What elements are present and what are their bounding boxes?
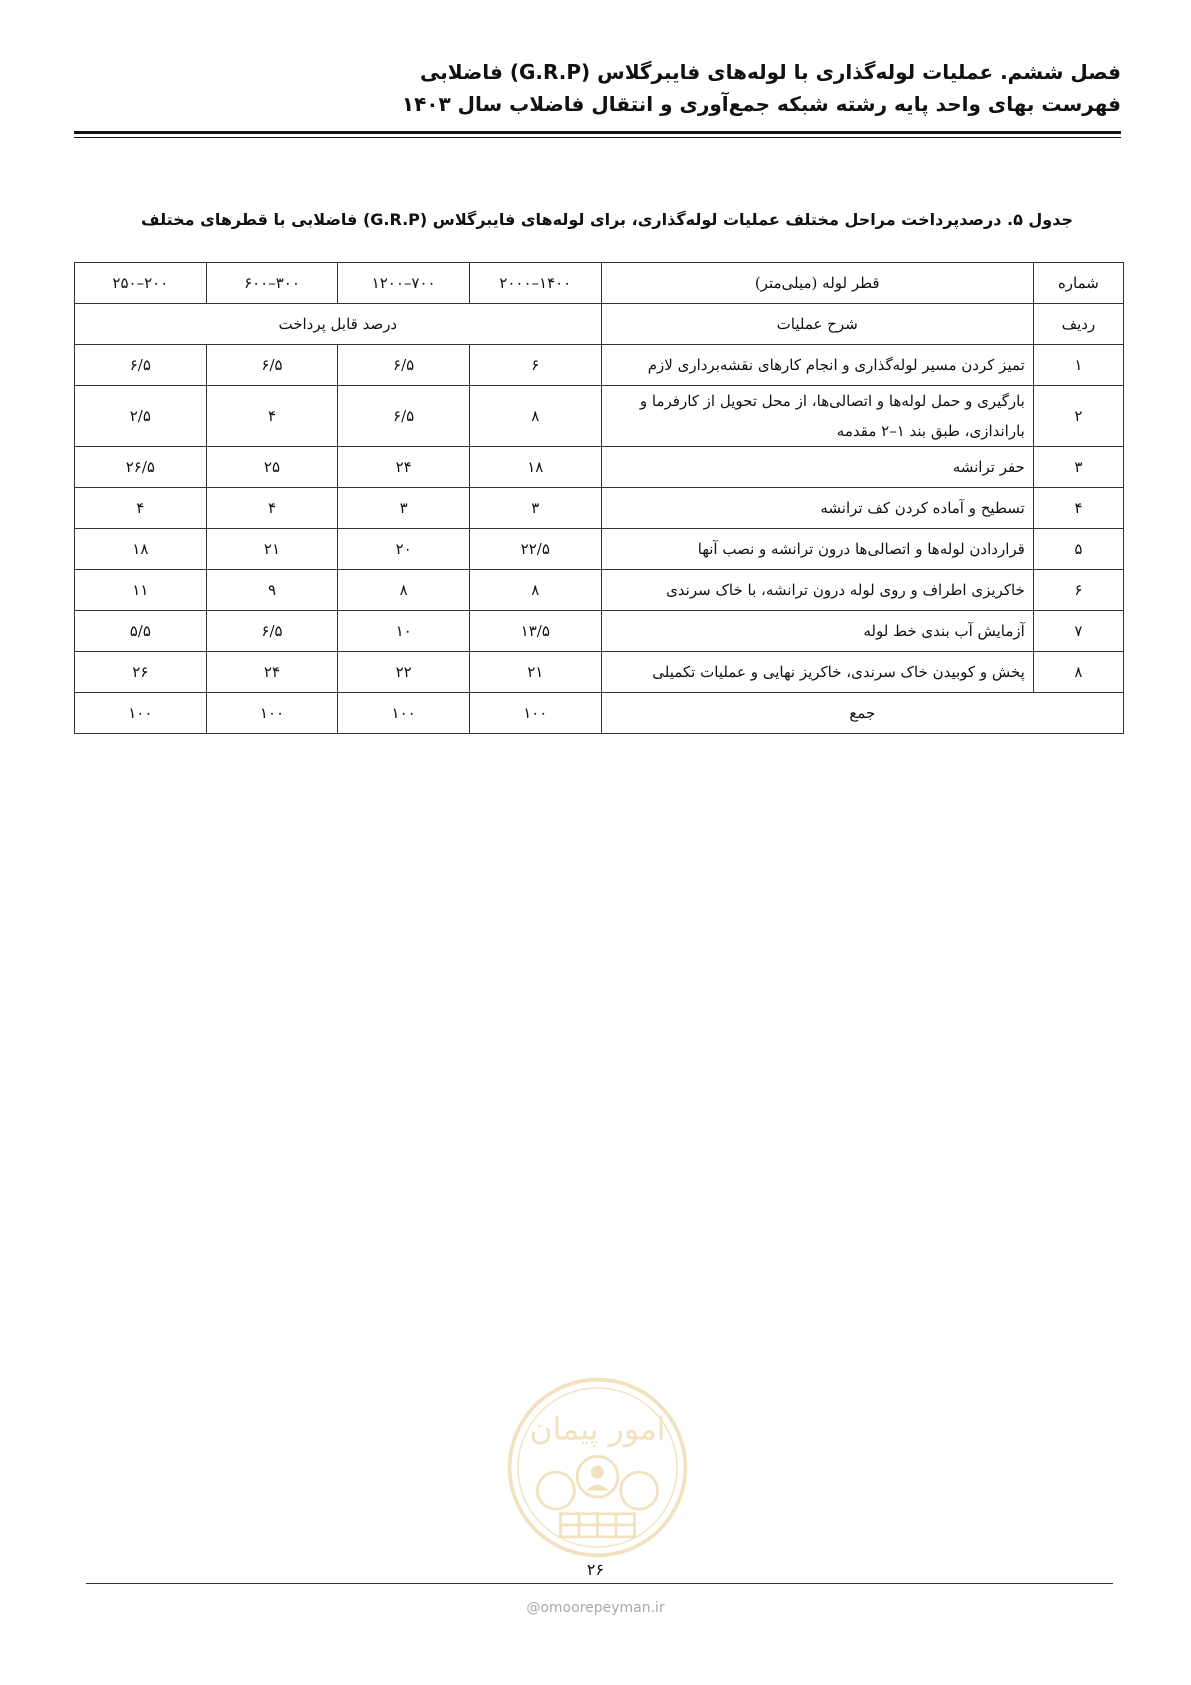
header-diameter-3: ۳۰۰–۶۰۰ [206,263,338,304]
value-cell: ۴ [206,386,338,447]
value-cell: ۲۶/۵ [75,447,207,488]
operation-description: قراردادن لوله‌ها و اتصالی‌ها درون ترانشه و نصب آنها [601,529,1033,570]
value-cell: ۲۱ [469,652,601,693]
row-number: ۱ [1033,345,1123,386]
operation-description: پخش و کوبیدن خاک سرندی، خاکریز نهایی و عملیات تکمیلی [601,652,1033,693]
value-cell: ۸ [469,386,601,447]
header-row-diameter [75,263,1124,304]
value-cell: ۱۱ [75,570,207,611]
value-cell: ۲۴ [338,447,470,488]
header-operation: شرح عملیات [601,304,1033,345]
value-cell: ۶/۵ [206,345,338,386]
total-cell: ۱۰۰ [469,693,601,734]
table-row [75,488,1124,529]
value-cell: ۱۳/۵ [469,611,601,652]
site-handle: @omoorepeyman.ir [526,1600,665,1616]
operation-description [601,386,1033,447]
value-cell: ۴ [75,488,207,529]
row-number: ۲ [1033,386,1123,447]
operation-description: تمیز کردن مسیر لوله‌گذاری و انجام کارهای نقشه‌برداری لازم [601,345,1033,386]
price-list-title: فهرست بهای واحد پایه رشته شبکه جمع‌آوری و انتقال فاضلاب سال ۱۴۰۳ [401,92,1121,116]
row-number: ۷ [1033,611,1123,652]
table-row [75,652,1124,693]
total-cell: ۱۰۰ [338,693,470,734]
header-rule-thin [74,137,1121,138]
value-cell: ۳ [469,488,601,529]
table-row [75,386,1124,447]
value-cell: ۱۰ [338,611,470,652]
document-header [70,56,1121,120]
total-label: جمع [601,693,1123,734]
value-cell: ۶/۵ [75,345,207,386]
value-cell: ۱۸ [75,529,207,570]
chapter-title: فصل ششم. عملیات لوله‌گذاری با لوله‌های فایبرگلاس (G.R.P) فاضلابی [420,60,1121,84]
row-number: ۶ [1033,570,1123,611]
table-row [75,447,1124,488]
header-diameter-2: ۷۰۰–۱۲۰۰ [338,263,470,304]
operation-description: خاکریزی اطراف و روی لوله درون ترانشه، با خاک سرندی [601,570,1033,611]
table-caption: جدول ۵. درصدپرداخت مراحل مختلف عملیات لوله‌گذاری، برای لوله‌های فایبرگلاس (G.R.P) فاضلابی با قطرهای مختلف [141,210,1073,229]
value-cell: ۱۸ [469,447,601,488]
value-cell: ۲۲/۵ [469,529,601,570]
header-percent: درصد قابل پرداخت [75,304,602,345]
page-number: ۲۶ [586,1560,605,1579]
value-cell: ۲۲ [338,652,470,693]
value-cell: ۶/۵ [338,386,470,447]
value-cell: ۲۰ [338,529,470,570]
value-cell: ۴ [206,488,338,529]
operation-description: آزمایش آب بندی خط لوله [601,611,1033,652]
value-cell: ۶/۵ [206,611,338,652]
table-row [75,345,1124,386]
value-cell: ۲۴ [206,652,338,693]
row-number: ۸ [1033,652,1123,693]
value-cell: ۲۶ [75,652,207,693]
value-cell: ۸ [338,570,470,611]
header-num-2: ردیف [1033,304,1123,345]
gear-seal-logo-icon [505,1375,690,1560]
operation-description: حفر ترانشه [601,447,1033,488]
header-diameter-1: ۱۴۰۰–۲۰۰۰ [469,263,601,304]
footer-rule [86,1583,1113,1584]
operation-description-line: بارگیری و حمل لوله‌ها و اتصالی‌ها، از محل تحویل از کارفرما و [639,392,1025,410]
value-cell: ۶/۵ [338,345,470,386]
total-row [75,693,1124,734]
header-diameter-4: ۲۰۰–۲۵۰ [75,263,207,304]
value-cell: ۲/۵ [75,386,207,447]
table-row [75,529,1124,570]
header-num-1: شماره [1033,263,1123,304]
table-row [75,611,1124,652]
total-cell: ۱۰۰ [206,693,338,734]
operation-description-line: باراندازی، طبق بند ۱–۲ مقدمه [836,422,1025,440]
value-cell: ۶ [469,345,601,386]
value-cell: ۲۱ [206,529,338,570]
value-cell: ۲۵ [206,447,338,488]
row-number: ۴ [1033,488,1123,529]
value-cell: ۳ [338,488,470,529]
value-cell: ۹ [206,570,338,611]
payment-percent-table [74,262,1124,734]
value-cell: ۵/۵ [75,611,207,652]
header-rule-thick [74,131,1121,134]
watermark-logo-text: امور پیمان [529,1411,666,1448]
table-row [75,570,1124,611]
row-number: ۵ [1033,529,1123,570]
header-diameter: قطر لوله (میلی‌متر) [601,263,1033,304]
value-cell: ۸ [469,570,601,611]
row-number: ۳ [1033,447,1123,488]
total-cell: ۱۰۰ [75,693,207,734]
header-row-operation [75,304,1124,345]
operation-description: تسطیح و آماده کردن کف ترانشه [601,488,1033,529]
